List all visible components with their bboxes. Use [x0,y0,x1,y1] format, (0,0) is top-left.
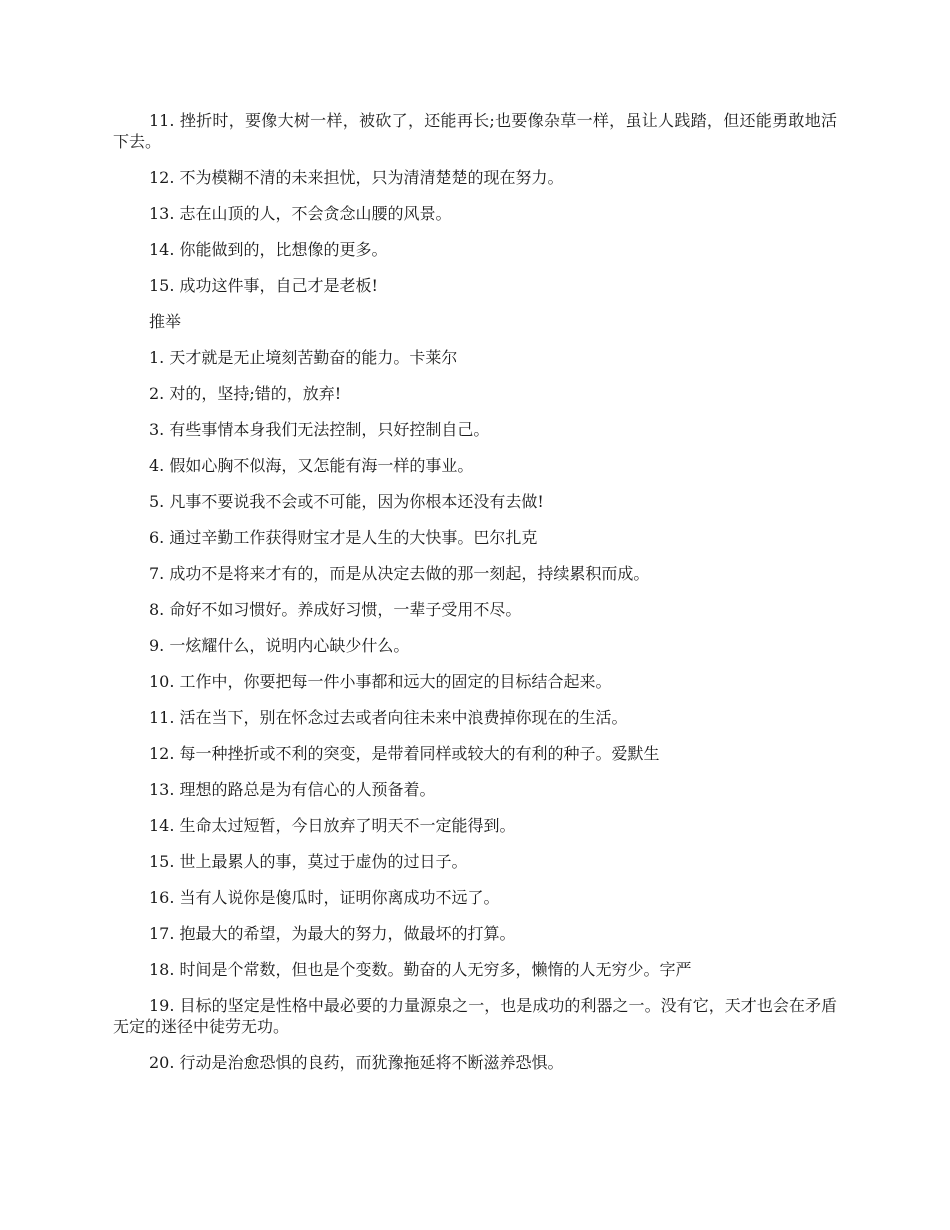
paragraph: 16. 当有人说你是傻瓜时，证明你离成功不远了。 [149,888,500,907]
paragraph: 2. 对的，坚持;错的，放弃! [149,384,342,403]
paragraph: 15. 成功这件事，自己才是老板! [149,276,378,295]
paragraph: 9. 一炫耀什么，说明内心缺少什么。 [149,636,410,655]
paragraph: 12. 每一种挫折或不利的突变，是带着同样或较大的有利的种子。爱默生 [149,744,660,763]
paragraph: 20. 行动是治愈恐惧的良药，而犹豫拖延将不断滋养恐惧。 [149,1053,564,1072]
paragraph: 4. 假如心胸不似海，又怎能有海一样的事业。 [149,456,474,475]
paragraph: 11. 活在当下，别在怀念过去或者向往未来中浪费掉你现在的生活。 [149,708,628,727]
paragraph: 10. 工作中，你要把每一件小事都和远大的固定的目标结合起来。 [149,672,612,691]
paragraph: 18. 时间是个常数，但也是个变数。勤奋的人无穷多，懒惰的人无穷少。字严 [149,960,692,979]
paragraph: 14. 生命太过短暂，今日放弃了明天不一定能得到。 [149,816,516,835]
paragraph: 19. 目标的坚定是性格中最必要的力量源泉之一，也是成功的利器之一。没有它，天才也会在矛盾无定的迷径中徒劳无功。 [113,996,837,1036]
paragraph: 3. 有些事情本身我们无法控制，只好控制自己。 [149,420,490,439]
paragraph: 1. 天才就是无止境刻苦勤奋的能力。卡莱尔 [149,348,458,367]
paragraph: 6. 通过辛勤工作获得财宝才是人生的大快事。巴尔扎克 [149,528,538,547]
paragraph: 5. 凡事不要说我不会或不可能，因为你根本还没有去做! [149,492,544,511]
paragraph: 15. 世上最累人的事，莫过于虚伪的过日子。 [149,852,468,871]
paragraph: 11. 挫折时，要像大树一样，被砍了，还能再长;也要像杂草一样，虽让人践踏，但还能勇敢地活下去。 [113,111,837,151]
paragraph: 13. 志在山顶的人，不会贪念山腰的风景。 [149,204,452,223]
paragraph: 7. 成功不是将来才有的，而是从决定去做的那一刻起，持续累积而成。 [149,564,650,583]
paragraph: 13. 理想的路总是为有信心的人预备着。 [149,780,436,799]
paragraph: 14. 你能做到的，比想像的更多。 [149,240,388,259]
paragraph: 12. 不为模糊不清的未来担忧，只为清清楚楚的现在努力。 [149,168,564,187]
paragraph: 17. 抱最大的希望，为最大的努力，做最坏的打算。 [149,924,516,943]
section-heading: 推举 [149,312,182,331]
paragraph: 8. 命好不如习惯好。养成好习惯，一辈子受用不尽。 [149,600,522,619]
document-body [113,110,837,1088]
